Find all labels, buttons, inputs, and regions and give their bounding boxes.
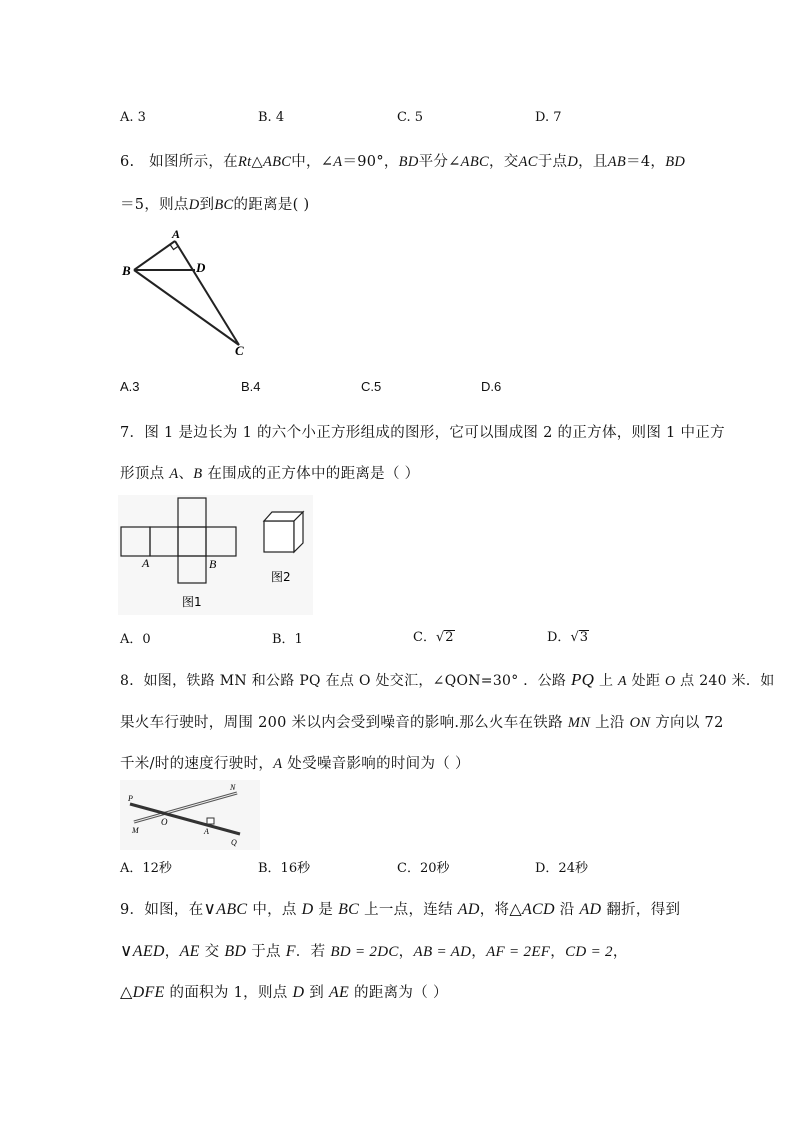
q9-text: 到: [304, 985, 329, 1001]
q9-text: 是: [313, 902, 339, 918]
q9-text: 中，点: [247, 902, 302, 918]
q7-text: 在围成的正方体中的距离是（ ）: [202, 466, 420, 482]
q7-point-b: B: [209, 557, 217, 571]
q8-math-on: ON: [629, 715, 651, 731]
q6-math-bd: BD: [398, 154, 419, 170]
q7-cube-front: [264, 521, 294, 552]
q5-option-a[interactable]: A. 3: [120, 110, 146, 125]
q8-text: 8．如图，铁路 MN 和公路 PQ 在点 O 处交汇，∠QON=30° ．公路: [120, 673, 571, 689]
q8-label-m: M: [132, 826, 139, 835]
q9-math-acd: ACD: [521, 901, 555, 918]
q7-option-c-prefix: C．: [413, 630, 436, 645]
q9-text: 交: [199, 944, 225, 960]
q9-text: ，将: [479, 902, 510, 918]
q8-text: 果火车行驶时，周围 200 米以内会受到噪音的影响.那么火车在铁路: [120, 715, 568, 731]
q8-text: 千米/时的速度行驶时，: [120, 756, 274, 772]
q8-text: 方向以 72: [650, 715, 724, 731]
q7-option-a[interactable]: A．0: [120, 632, 151, 647]
q9-triangle-symbol: △: [120, 982, 133, 1001]
q8-option-c[interactable]: C．20秒: [397, 861, 450, 876]
q8-math-o: O: [665, 674, 676, 689]
q6-option-c[interactable]: C.5: [361, 379, 382, 394]
q6-triangle-symbol: △: [251, 154, 263, 170]
q8-figure-background: [120, 780, 260, 850]
q8-option-d[interactable]: D．24秒: [535, 861, 588, 876]
q6-math-d: D: [188, 197, 200, 213]
q7-figure: [118, 495, 313, 615]
q6-text: ＝5，则点: [120, 197, 189, 213]
q9-math-d: D: [292, 984, 305, 1001]
q9-text: 的面积为 1，则点: [164, 985, 293, 1001]
q9-text: 上一点，连结: [359, 902, 458, 918]
q6-math-bd: BD: [665, 154, 686, 170]
q6-option-a[interactable]: A.3: [120, 379, 140, 394]
q7-option-d-prefix: D．: [547, 630, 571, 645]
q6-text: 如图所示，在: [149, 154, 238, 170]
q7-text: 形顶点: [120, 466, 170, 482]
q9-math-ad: AD: [457, 901, 480, 918]
q8-text: 处距: [626, 673, 665, 689]
q6-label-b: B: [122, 263, 131, 278]
q7-option-d[interactable]: D．√3: [547, 630, 589, 645]
q9-math-dfe: DFE: [132, 984, 165, 1001]
q8-math-pq: PQ: [570, 670, 595, 689]
q9-math-abc: ABC: [216, 901, 248, 918]
q8-label-q: Q: [231, 838, 237, 847]
q8-math-mn: MN: [567, 715, 591, 731]
q8-text: 点 240 米．如: [675, 673, 775, 689]
q6-math-abc: ABC: [262, 154, 292, 170]
q9-triangle-symbol: ∨: [203, 899, 217, 919]
q8-figure: [120, 780, 260, 850]
q9-triangle-symbol: △: [509, 899, 522, 918]
q9-stem-line3: [120, 981, 448, 1002]
q6-text: ，交: [488, 154, 519, 170]
q6-text: 平分∠: [418, 154, 461, 170]
q7-option-d-radicand: 3: [579, 630, 589, 645]
q9-math-bc: BC: [338, 901, 360, 918]
q7-stem-line2: [120, 462, 420, 483]
q9-text: 沿: [554, 902, 580, 918]
q7-option-b[interactable]: B．1: [272, 632, 303, 647]
q9-math-d: D: [301, 901, 314, 918]
q6-number: 6.: [120, 154, 135, 170]
q6-text: 中，∠: [291, 154, 334, 170]
q8-stem-line2: [120, 711, 724, 732]
q7-point-a: A: [142, 556, 150, 570]
q9-stem-line2: [120, 940, 628, 961]
q9-stem-line1: [120, 898, 680, 919]
q8-label-a: A: [204, 827, 209, 836]
q6-text: ，且: [578, 154, 608, 170]
q5-option-c[interactable]: C. 5: [397, 110, 424, 125]
q7-math-a: A: [169, 466, 179, 482]
q9-text: 的距离为（ ）: [349, 985, 448, 1001]
q6-math-rt: Rt: [237, 154, 252, 170]
q6-math-ac: AC: [518, 154, 538, 170]
q7-cube: [264, 512, 303, 552]
q9-math-ad: AD: [579, 901, 602, 918]
q9-equation-af: AF = 2EF: [486, 944, 551, 960]
q5-option-d[interactable]: D. 7: [535, 110, 562, 125]
q6-option-b[interactable]: B.4: [241, 379, 261, 394]
q7-option-c-radicand: 2: [445, 630, 454, 645]
q6-math-a: A: [333, 154, 343, 170]
q9-equation-cd: CD = 2: [565, 944, 613, 960]
q6-text: 到: [199, 197, 215, 213]
q5-option-b[interactable]: B. 4: [258, 110, 285, 125]
q9-text: ．若: [295, 944, 331, 960]
q6-math-d: D: [567, 154, 579, 170]
q7-text: 、: [178, 466, 194, 482]
q8-text: 上沿: [590, 715, 630, 731]
q7-fig2-label: 图2: [271, 570, 291, 584]
q6-text: ＝4，: [626, 154, 666, 170]
q9-text: ，: [471, 944, 487, 960]
q9-text: 9．如图，在: [120, 902, 204, 918]
q8-math-a: A: [618, 674, 627, 689]
q9-equation-bd: BD = 2DC: [330, 944, 399, 960]
q6-triangle-figure: [118, 222, 258, 362]
q6-math-ab: AB: [607, 154, 627, 170]
q6-text: ＝90°，: [342, 154, 399, 170]
q6-stem-line2: [120, 193, 310, 214]
q9-text: ，: [550, 944, 566, 960]
q8-option-a[interactable]: A．12秒: [120, 861, 172, 876]
q6-math-abc: ABC: [460, 154, 489, 170]
q9-text: ，: [398, 944, 414, 960]
q9-math-bd: BD: [224, 943, 247, 960]
q9-triangle-symbol: ∨: [120, 941, 133, 961]
q6-edge-bc: [134, 270, 239, 345]
q8-label-o: O: [161, 817, 168, 827]
q9-math-aed: AED: [132, 943, 165, 960]
q9-math-ae: AE: [328, 984, 350, 1001]
q8-text: 处受噪音影响的时间为（ ）: [282, 756, 470, 772]
q8-building-a: [207, 818, 214, 824]
q9-text: 于点: [246, 944, 286, 960]
q9-text: ，: [612, 944, 628, 960]
q8-math-a: A: [273, 756, 283, 772]
q7-fig1-label: 图1: [182, 595, 202, 609]
q9-text: 翻折，得到: [601, 902, 681, 918]
q8-stem-line3: [120, 752, 470, 773]
q7-stem-line1: 7．图 1 是边长为 1 的六个小正方形组成的图形，它可以围成图 2 的正方体，则图 1 中正方: [120, 425, 725, 441]
q6-text: 的距离是( ): [233, 197, 310, 213]
q7-math-b: B: [193, 466, 203, 482]
q6-edge-ac: [175, 241, 239, 345]
q6-option-d[interactable]: D.6: [481, 379, 502, 394]
q9-equation-ab: AB = AD: [413, 944, 472, 960]
q8-stem-line1: [120, 670, 775, 690]
q7-option-c[interactable]: C．√2: [413, 630, 454, 645]
q8-label-p: P: [128, 794, 133, 803]
q9-math-ae: AE: [179, 943, 200, 960]
q6-label-c: C: [235, 343, 244, 358]
q9-text: ，: [164, 944, 180, 960]
q8-option-b[interactable]: B．16秒: [258, 861, 311, 876]
q9-math-f: F: [285, 943, 296, 960]
q6-stem-line1: [120, 150, 685, 171]
q6-text: 于点: [537, 154, 568, 170]
q6-edge-ab: [134, 241, 175, 270]
q6-label-d: D: [196, 260, 206, 275]
q8-text: 上: [594, 673, 619, 689]
q6-math-bc: BC: [214, 197, 234, 213]
q8-label-n: N: [230, 783, 236, 792]
q6-label-a: A: [172, 227, 181, 241]
